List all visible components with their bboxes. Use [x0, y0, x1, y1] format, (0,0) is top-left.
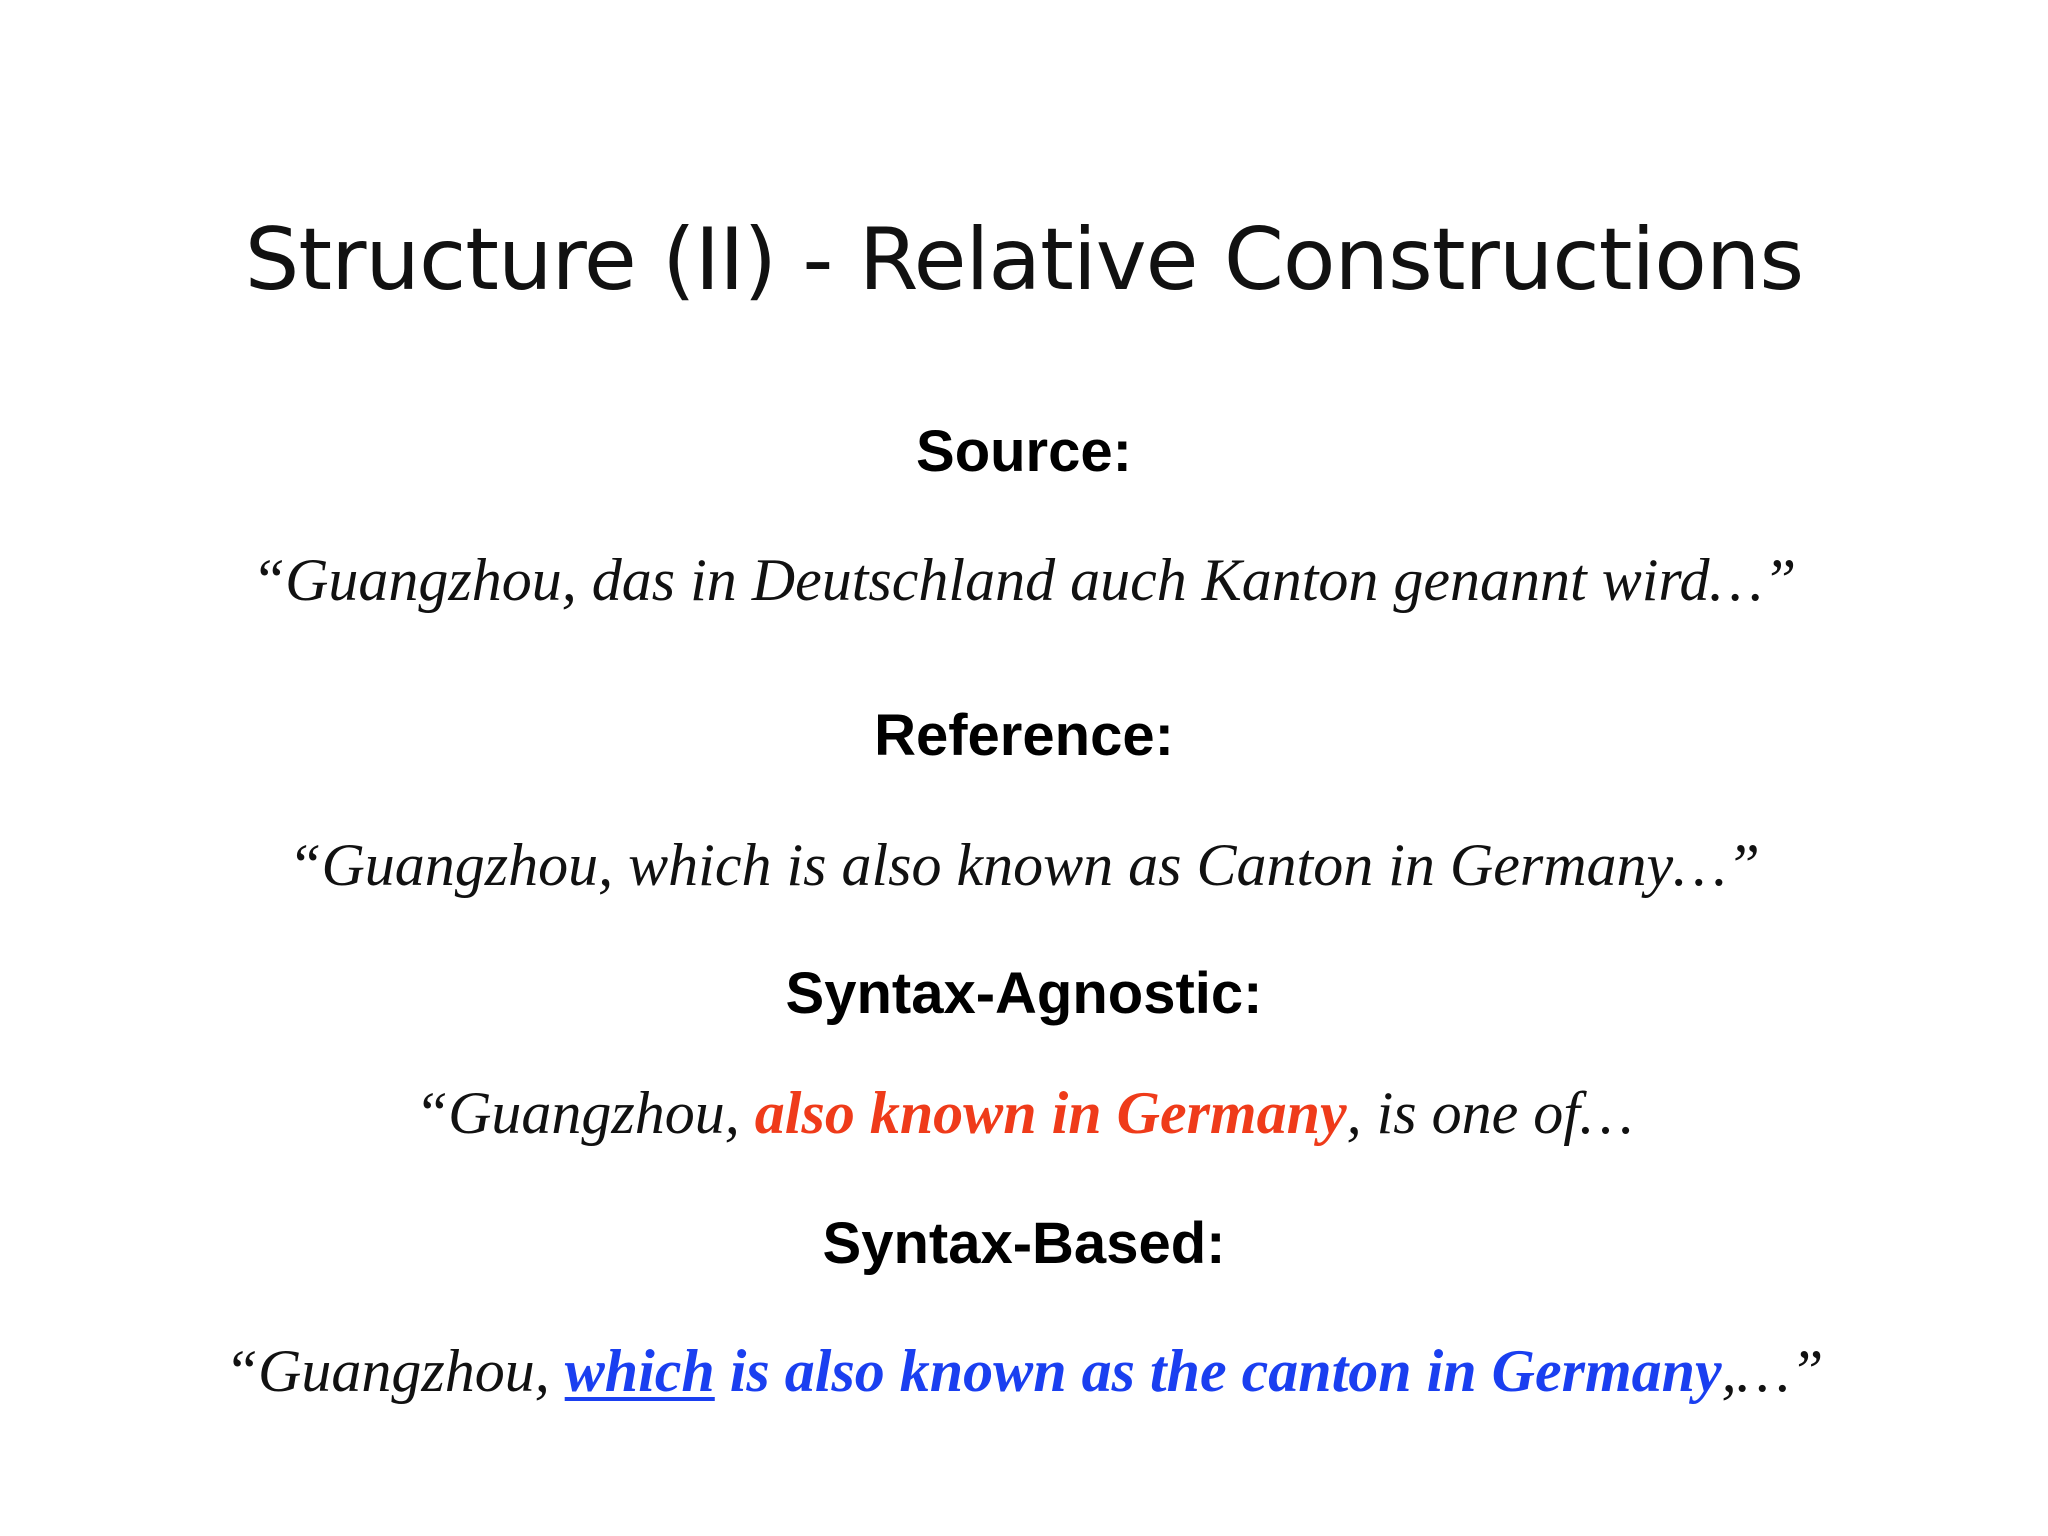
- source-quote: “Guangzhou, das in Deutschland auch Kanton genannt wird…”: [251, 547, 1797, 613]
- syntax-based-highlight: is also known as the canton in Germany: [714, 1338, 1722, 1404]
- syntax-based-relative-pronoun: which: [564, 1338, 715, 1404]
- syntax-agnostic-highlight: also known in Germany: [754, 1080, 1347, 1146]
- syntax-agnostic-quote-prefix: “Guangzhou,: [414, 1080, 755, 1146]
- syntax-based-heading: Syntax-Based:: [822, 1211, 1226, 1276]
- syntax-based-quote: [0, 1333, 2048, 1409]
- syntax-agnostic-quote-suffix: , is one of…: [1346, 1080, 1634, 1146]
- syntax-agnostic-heading: Syntax-Agnostic:: [785, 961, 1263, 1026]
- source-heading: Source:: [916, 419, 1132, 484]
- syntax-agnostic-quote: [0, 1075, 2048, 1151]
- syntax-based-quote-prefix: “Guangzhou,: [224, 1338, 565, 1404]
- reference-quote: “Guangzhou, which is also known as Canton in Germany…”: [288, 832, 1760, 898]
- slide-title: Structure (II) - Relative Constructions: [244, 210, 1804, 310]
- syntax-based-quote-suffix: ,…”: [1721, 1338, 1824, 1404]
- reference-heading: Reference:: [874, 703, 1174, 768]
